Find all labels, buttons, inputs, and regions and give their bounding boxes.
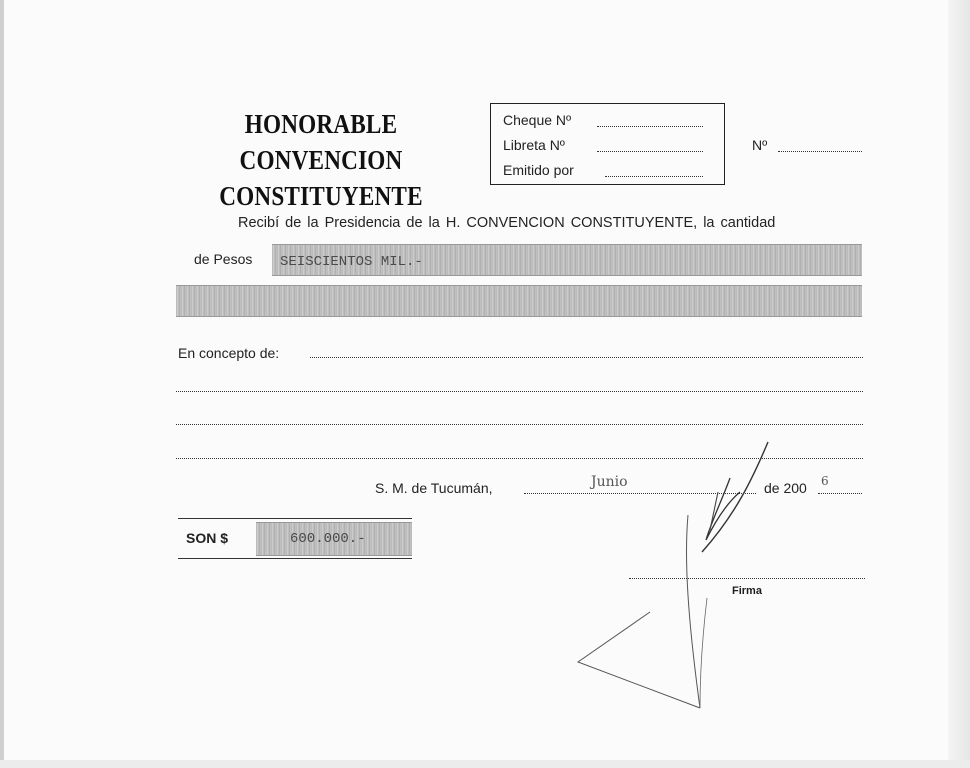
place-text: S. M. de Tucumán, xyxy=(375,480,493,496)
year-handwritten: 6 xyxy=(821,474,829,488)
son-amount: 600.000.- xyxy=(290,531,366,547)
month-handwritten: Junio xyxy=(591,474,628,490)
firma-label: Firma xyxy=(732,585,762,597)
son-label: SON $ xyxy=(186,530,229,546)
title-line-1: HONORABLE CONVENCION xyxy=(239,109,403,175)
concepto-text: En concepto de: xyxy=(178,345,280,361)
title-line-2: CONSTITUYENTE xyxy=(219,181,423,211)
recibi-text: Recibí de la Presidencia de la H. CONVENCION CONSTITUYENTE, la cantidad xyxy=(238,215,776,231)
cheque-label: Cheque Nº xyxy=(503,112,572,128)
libreta-label: Libreta Nº xyxy=(503,137,565,153)
pesos-label: de Pesos xyxy=(194,251,253,267)
numero-label: Nº xyxy=(752,137,768,153)
emitido-label: Emitido por xyxy=(503,162,574,178)
year-prefix: de 200 xyxy=(764,480,807,496)
pesos-value: SEISCIENTOS MIL.- xyxy=(280,254,423,270)
